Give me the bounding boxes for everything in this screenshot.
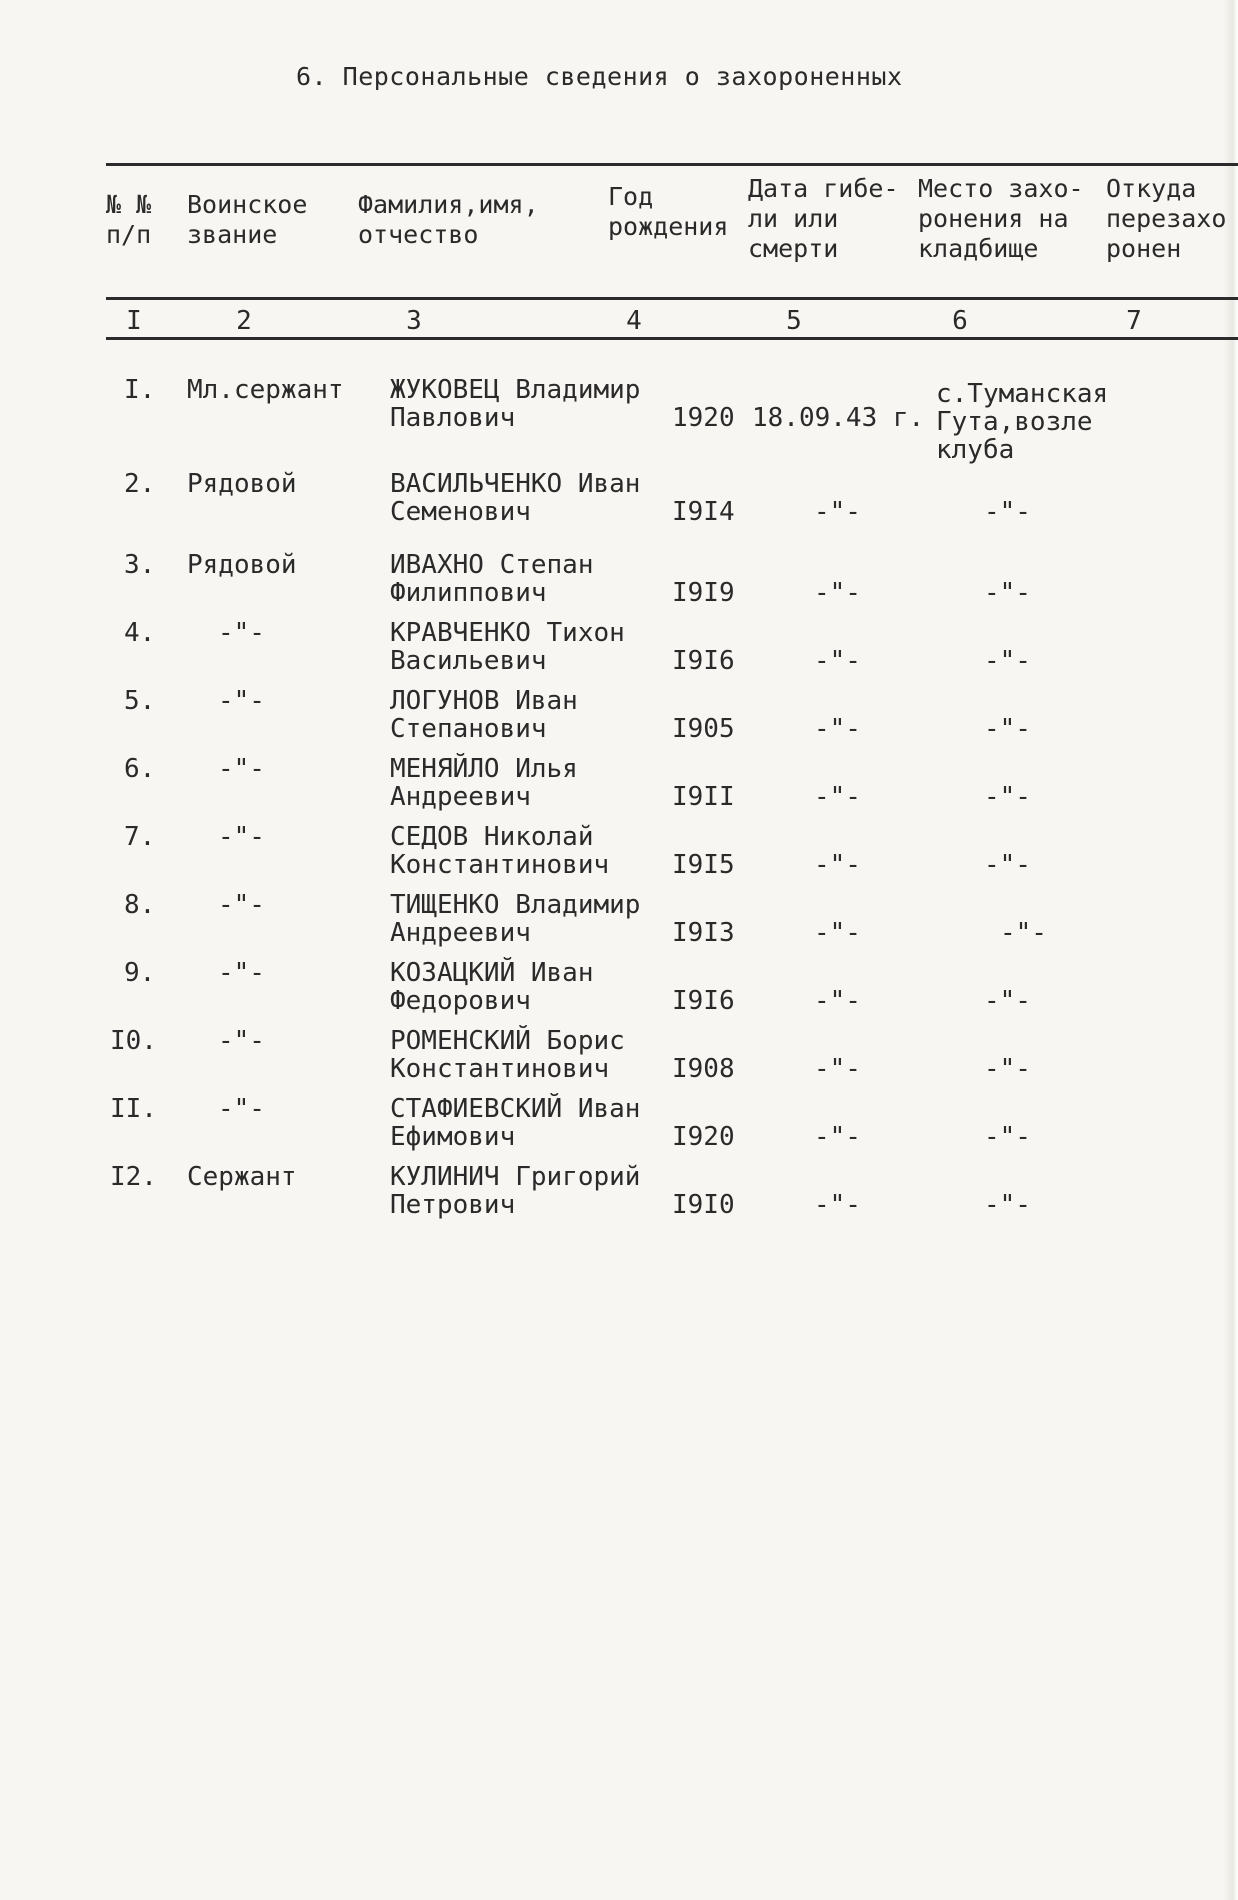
row-rank: -"- <box>218 890 265 920</box>
row-name: ЖУКОВЕЦ Владимир Павлович <box>390 375 641 433</box>
row-rank: -"- <box>218 822 265 852</box>
row-burial-place: -"- <box>984 714 1031 744</box>
header-burial-place: Место захо- ронения на кладбище <box>918 174 1084 263</box>
row-number: II. <box>110 1094 157 1124</box>
table-row <box>0 470 1238 538</box>
row-name: СЕДОВ Николай Константинович <box>390 822 610 880</box>
row-death-date: -"- <box>814 1054 861 1084</box>
column-number-3: 3 <box>406 306 422 336</box>
row-number: 6. <box>124 754 156 784</box>
column-number-rule <box>106 337 1238 340</box>
table-row <box>0 1027 1238 1095</box>
row-death-date: -"- <box>814 1190 861 1220</box>
row-burial-place: -"- <box>984 782 1031 812</box>
header-name: Фамилия,имя, отчество <box>358 190 539 249</box>
table-top-rule <box>106 163 1238 166</box>
row-birth-year: I9II <box>672 782 735 812</box>
row-name: СТАФИЕВСКИЙ Иван Ефимович <box>390 1094 641 1152</box>
row-burial-place: -"- <box>984 497 1031 527</box>
row-number: I2. <box>110 1162 157 1192</box>
row-birth-year: 1920 <box>672 403 735 433</box>
table-row <box>0 551 1238 619</box>
row-name: РОМЕНСКИЙ Борис Константинович <box>390 1026 625 1084</box>
header-number: № № п/п <box>106 190 152 249</box>
row-name: ВАСИЛЬЧЕНКО Иван Семенович <box>390 469 641 527</box>
table-row <box>0 1163 1238 1231</box>
row-birth-year: I9I9 <box>672 578 735 608</box>
header-reburied-from: Откуда перезахо ронен <box>1106 174 1227 263</box>
row-burial-place: -"- <box>1000 918 1047 948</box>
row-death-date: -"- <box>814 850 861 880</box>
row-rank: Сержант <box>187 1162 297 1192</box>
row-number: 3. <box>124 550 156 580</box>
row-birth-year: I9I6 <box>672 646 735 676</box>
column-number-1: I <box>126 306 142 336</box>
column-number-4: 4 <box>626 306 642 336</box>
row-name: КУЛИНИЧ Григорий Петрович <box>390 1162 641 1220</box>
row-name: МЕНЯЙЛО Илья Андреевич <box>390 754 578 812</box>
page-title: 6. Персональные сведения о захороненных <box>296 62 903 91</box>
column-number-7: 7 <box>1126 306 1142 336</box>
row-number: 8. <box>124 890 156 920</box>
row-burial-place: -"- <box>984 578 1031 608</box>
table-row <box>0 619 1238 687</box>
row-number: 4. <box>124 618 156 648</box>
row-rank: -"- <box>218 1094 265 1124</box>
row-death-date: 18.09.43 г. <box>752 403 925 433</box>
row-number: I0. <box>110 1026 157 1056</box>
row-rank: -"- <box>218 754 265 784</box>
row-burial-place: -"- <box>984 1054 1031 1084</box>
column-number-2: 2 <box>236 306 252 336</box>
row-birth-year: I920 <box>672 1122 735 1152</box>
row-burial-place: -"- <box>984 850 1031 880</box>
row-number: 5. <box>124 686 156 716</box>
row-rank: -"- <box>218 618 265 648</box>
row-name: ИВАХНО Степан Филиппович <box>390 550 594 608</box>
row-number: 9. <box>124 958 156 988</box>
row-burial-place: -"- <box>984 986 1031 1016</box>
table-row <box>0 375 1238 465</box>
row-burial-place: с.Туманская Гута,возле клуба <box>936 379 1109 465</box>
row-rank: Рядовой <box>187 550 297 580</box>
row-rank: -"- <box>218 958 265 988</box>
row-death-date: -"- <box>814 1122 861 1152</box>
column-number-6: 6 <box>952 306 968 336</box>
row-number: I. <box>124 375 156 405</box>
row-rank: -"- <box>218 686 265 716</box>
row-death-date: -"- <box>814 714 861 744</box>
row-burial-place: -"- <box>984 1122 1031 1152</box>
row-rank: Мл.сержант <box>187 375 344 405</box>
table-row <box>0 1095 1238 1163</box>
row-birth-year: I9I6 <box>672 986 735 1016</box>
row-death-date: -"- <box>814 918 861 948</box>
row-death-date: -"- <box>814 986 861 1016</box>
row-burial-place: -"- <box>984 1190 1031 1220</box>
row-name: ЛОГУНОВ Иван Степанович <box>390 686 578 744</box>
row-name: ТИЩЕНКО Владимир Андреевич <box>390 890 641 948</box>
table-row <box>0 959 1238 1027</box>
table-row <box>0 891 1238 959</box>
row-name: КОЗАЦКИЙ Иван Федорович <box>390 958 594 1016</box>
row-birth-year: I908 <box>672 1054 735 1084</box>
row-birth-year: I9I4 <box>672 497 735 527</box>
table-row <box>0 755 1238 823</box>
row-birth-year: I9I0 <box>672 1190 735 1220</box>
row-rank: Рядовой <box>187 469 297 499</box>
header-bottom-rule <box>106 297 1238 300</box>
row-name: КРАВЧЕНКО Тихон Васильевич <box>390 618 625 676</box>
row-death-date: -"- <box>814 646 861 676</box>
column-number-5: 5 <box>786 306 802 336</box>
row-burial-place: -"- <box>984 646 1031 676</box>
row-birth-year: I9I5 <box>672 850 735 880</box>
row-birth-year: I9I3 <box>672 918 735 948</box>
row-birth-year: I905 <box>672 714 735 744</box>
header-death-date: Дата гибе- ли или смерти <box>748 174 899 263</box>
row-death-date: -"- <box>814 782 861 812</box>
table-row <box>0 823 1238 891</box>
table-row <box>0 687 1238 755</box>
header-birth-year: Год рождения <box>608 182 729 241</box>
row-rank: -"- <box>218 1026 265 1056</box>
row-number: 7. <box>124 822 156 852</box>
row-number: 2. <box>124 469 156 499</box>
header-rank: Воинское звание <box>187 190 308 249</box>
row-death-date: -"- <box>814 578 861 608</box>
row-death-date: -"- <box>814 497 861 527</box>
